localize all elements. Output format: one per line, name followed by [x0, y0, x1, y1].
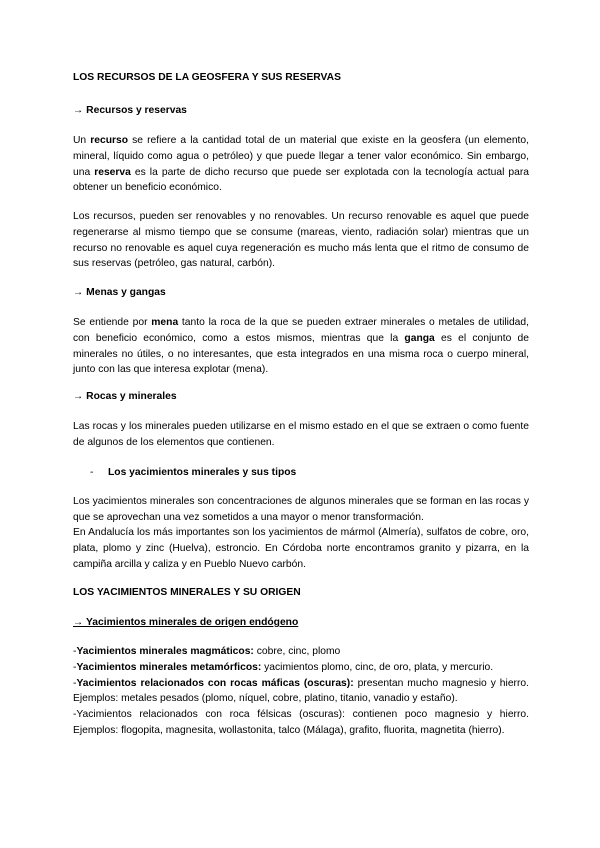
paragraph-andalucia: En Andalucía los más importantes son los yacimientos de mármol (Almería), sulfatos de cobre, oro, plata, plomo y zinc (Huelva), estroncio. En Córdoba norte encontramos granito y pizarra, en la campiña arcilla y caliza y en Pueblo Nuevo carbón. [73, 527, 529, 570]
item-dash: - [73, 661, 77, 673]
heading-rocas-minerales: → Rocas y minerales [73, 391, 177, 402]
item-label: Yacimientos relacionados con rocas máficas (oscuras): [76, 677, 354, 689]
bullet-heading-yacimientos-tipos: Los yacimientos minerales y sus tipos [108, 467, 297, 478]
section-title-origen: LOS YACIMIENTOS MINERALES Y SU ORIGEN [73, 587, 301, 598]
text-run: Se entiende por [73, 317, 152, 328]
list-item-maficas [73, 676, 529, 708]
text-run: tanto la roca de la que se pueden extraer minerales o metales de utilidad, con beneficio económico, como a estos mismos, mientras que la [73, 317, 529, 344]
item-label: Yacimientos minerales magmáticos: [76, 646, 254, 657]
bold-term-mena: mena [151, 317, 179, 328]
text-run: se refiere a la cantidad total de un material que existe en la geosfera (un elemento, mineral, líquido como agua o petróleo) y que puede llegar a tener valor económico. Sin embargo, una [73, 135, 529, 178]
item-text: yacimientos plomo, cinc, de oro, plata, y mercurio. [261, 661, 494, 673]
item-text: cobre, cinc, plomo [253, 646, 341, 657]
list-item-metamorficos [73, 660, 529, 676]
page-title: LOS RECURSOS DE LA GEOSFERA Y SUS RESERVAS [73, 72, 341, 83]
text-run: es el conjunto de minerales no útiles, o no interesantes, que esta integrados en una misma roca o cuerpo mineral, junto con las que interesa explotar (mena). [73, 332, 529, 376]
list-item-felsicas: -Yacimientos relacionados con roca félsicas (oscuras): contienen poco magnesio y hierro. Ejemplos: flogopita, magnesita, wollastonita, talco (Málaga), grafito, fluorita, magnetita (hierro). [73, 709, 529, 736]
bullet-item-yacimientos [0, 465, 600, 481]
heading-menas-gangas: → Menas y gangas [73, 287, 166, 298]
paragraph-rocas-uso: Las rocas y los minerales pueden utilizarse en el mismo estado en el que se extraen o como fuente de algunos de los elementos que contienen. [73, 421, 529, 448]
paragraph-recurso-definition [73, 133, 529, 196]
item-dash: - [73, 646, 77, 657]
item-text: presentan mucho magnesio y hierro. Ejemplos: metales pesados (plomo, níquel, cobre, platino, titanio, vanadio y estaño). [73, 677, 529, 705]
list-item-magmaticos [73, 644, 529, 660]
yacimientos-list [73, 644, 529, 739]
text-run: Un [73, 135, 91, 146]
bold-term-reserva: reserva [94, 166, 131, 178]
paragraph-mena-ganga [73, 315, 529, 378]
bullet-dash: - [90, 467, 94, 478]
paragraph-renovables: Los recursos, pueden ser renovables y no renovables. Un recurso renovable es aquel que puede regenerarse al mismo tiempo que se consume (mareas, viento, radiación solar) mientras que un recurso no renovable es aquel cuya regeneración es mucho más lenta que el ritmo de consumo de sus reservas (petróleo, gas natural, carbón). [73, 211, 529, 270]
heading-origen-endogeno: → Yacimientos minerales de origen endógeno [73, 617, 299, 628]
paragraph-yacimientos-definition: Los yacimientos minerales son concentraciones de algunos minerales que se forman en las rocas y que se aprovechan una vez sometidos a una mayor o menor transformación. [73, 496, 529, 523]
bold-term-recurso: recurso [90, 135, 129, 146]
bold-term-ganga: ganga [404, 332, 435, 344]
item-dash: - [73, 677, 77, 689]
text-run: es la parte de dicho recurso que puede ser explotada con la tecnología actual para obtener un beneficio económico. [73, 166, 530, 194]
heading-recursos-reservas: → Recursos y reservas [73, 105, 187, 116]
item-label: Yacimientos minerales metamórficos: [76, 661, 262, 673]
